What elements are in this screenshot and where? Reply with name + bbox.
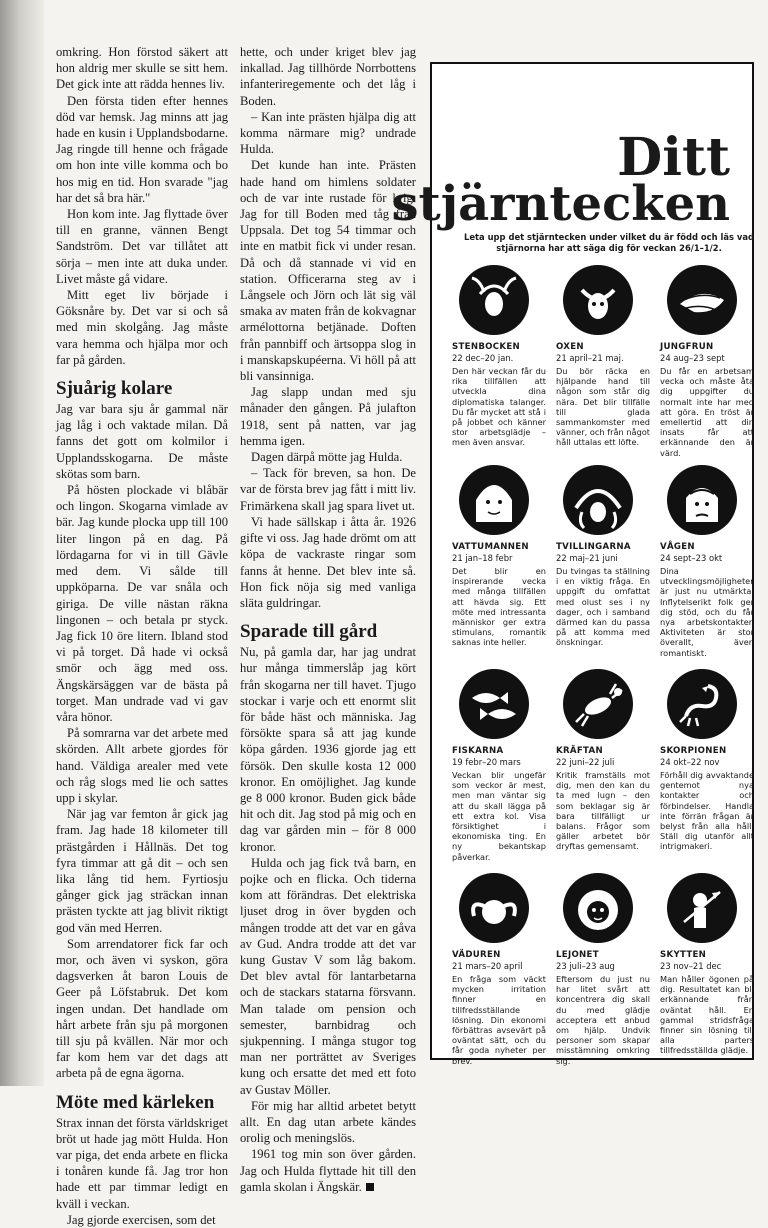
sign-date: 22 juni–22 juli: [556, 757, 615, 767]
sign-date: 23 nov–21 dec: [660, 961, 722, 971]
sign-name: STENBOCKEN: [452, 342, 520, 352]
taurus-icon: [562, 264, 634, 336]
subheading: Möte med kärleken: [56, 1091, 215, 1113]
sign-name: SKORPIONEN: [660, 746, 727, 756]
paragraph: För mig har alltid arbetet betytt allt. En dag utan arbete kändes orolig och meningslös.: [240, 1098, 416, 1146]
sign-text: Veckan blir ungefär som veckor är mest, men man väntar sig att du skall lägga på ett extra kol. Visa försiktighet i ekonomiska ting. En ny bekantskap påverkar.: [452, 770, 546, 862]
libra-icon: [666, 464, 738, 536]
sign-text: Du får en arbetsam vecka och måste åta dig uppgifter du normalt inte har med att göra. En tröst är emellertid att din insats får att erkännande den är värd.: [660, 366, 754, 458]
sign-stenbocken: [452, 264, 546, 448]
sign-fiskarna: [452, 668, 546, 862]
sagittarius-icon: [666, 872, 738, 944]
sign-tvillingarna: [556, 464, 650, 648]
sign-text: Förhåll dig avvaktande gentemot nya kontakter och förbindelser. Handla inte förrän frågan är belyst från alla håll. Ställ dig utanför allt intrigmakeri.: [660, 770, 754, 852]
paragraph: Hon kom inte. Jag flyttade över till en granne, vännen Bengt Sandström. Det var tillåtet att sörja – men inte att duka under. Livet måste gå vidare.: [56, 207, 228, 286]
sign-text: Du tvingas ta ställning i en viktig fråga. En uppgift du omfattat med olust ses i ny dager, och i samband därmed kan du passa på att komma med önskningar.: [556, 566, 650, 648]
sign-date: 19 febr–20 mars: [452, 757, 521, 767]
sign-text: Kritik framställs mot dig, men den kan du ta med lugn – den som beklagar sig är bara tillfälligt ur balans. Frågor som gäller arbetet bör dryftas gemensamt.: [556, 770, 650, 852]
sign-text: Du bör räcka en hjälpande hand till någon som står dig nära. Det blir tillfälle till glada sammankomster med vänner, och från något håll uttalas ett löfte.: [556, 366, 650, 448]
sign-name: LEJONET: [556, 950, 599, 960]
sign-skytten: [660, 872, 754, 1056]
paragraph: Strax innan det första världskriget bröt ut hade jag mött Hulda. Hon var piga, det enda arbete en flicka i tonåren kunde få. Jag tror hon hade ett par timmar ledigt en kväll i veckan.: [56, 1115, 228, 1211]
paragraph: Nu, på gamla dar, har jag undrat hur många timmerslåp jag kört från skogarna ner till havet. Tjugo stockar i varje och ett enormt slit för både häst och människa. Jag försökte spara så att jag kunde köpa gården. 1936 gjorde jag ett försök. Den skulle kosta 12 000 kronor. En omöjlighet. Jag kunde ge 8 000 kronor. Buden gick både hit och dit. Jag stod på mig och en dag var gården min – för 8 000 kronor.: [240, 645, 416, 854]
paragraph: Mitt eget liv började i Göksnåre by. Det var si och så med min skolgång. Jag måste vara hemma och hjälpa mor och far på gården.: [56, 288, 228, 367]
horoscope-intro: Leta upp det stjärntecken under vilket du är född och läs vad stjärnorna har att säga dig för veckan 26/1–1/2.: [464, 232, 754, 253]
sign-skorpionen: [660, 668, 754, 852]
horoscope-panel: [391, 62, 754, 1066]
paragraph: Jag slapp undan med sju månader den gången. På julafton 1918, sent på natten, var jag hemma igen.: [240, 385, 416, 448]
paragraph: – Tack för breven, sa hon. De var de första brev jag fått i mitt liv. Frimärkena skall jag spara livet ut.: [240, 466, 416, 513]
horoscope-title-line-1: Ditt: [617, 127, 730, 188]
sign-vågen: [660, 464, 754, 658]
sign-text: En fråga som väckt mycken irritation finner en tillfredsställande lösning. Din ekonomi förbättras avsevärt på oväntat sätt, och du får goda nyheter per brev.: [452, 974, 546, 1066]
sign-name: OXEN: [556, 342, 584, 352]
paragraph: [240, 1146, 416, 1195]
paragraph: Jag gjorde exercisen, som det: [67, 1212, 216, 1227]
subheading: Sparade till gård: [240, 621, 378, 643]
sign-oxen: [556, 264, 650, 448]
sign-text: Eftersom du just nu har litet svårt att koncentrera dig skall du med glädje acceptera ett anbud om hjälp. Undvik personer som skapar misstämning omkring sig.: [556, 974, 650, 1066]
sign-text: Det blir en inspirerande vecka med många tillfällen att hävda sig. Ett möte med intressanta människor ger extra stimulans, romantik saknas inte heller.: [452, 566, 546, 648]
cancer-icon: [562, 668, 634, 740]
page-gutter: [0, 0, 44, 1086]
paragraph: På hösten plockade vi blåbär och lingon. Skogarna vimlade av bär. Jag kunde plocka upp till 100 liter lingon på en dag. På lördagarna for vi in till Gävle med dem. Vi sålde till uppköparna. De var snåla och giriga. De ville nästan räkna lingonen – och betala pr styck. Jag fick 10 öre litern. Ibland stod vi på torget. Då hade vi också smör och ägg med oss. Ängskärsäggen var de bästa på torget. Man undrade vad vi gav våra hönor.: [56, 483, 228, 724]
subheading: Sjuårig kolare: [56, 378, 173, 400]
sign-date: 24 aug–23 sept: [660, 353, 725, 363]
sign-name: VATTUMANNEN: [452, 542, 529, 552]
leo-icon: [562, 872, 634, 944]
sign-text: Man håller ögonen på dig. Resultatet kan bli erkännande från oväntat håll. En gammal stridsfråga finner sin lösning till alla parters tillfredsställda glädje.: [660, 974, 754, 1056]
paragraph: Den första tiden efter hennes död var hemsk. Jag minns att jag hade en kusin i Upplandsbodarne. Jag ringde till henne och frågade om hon inte ville komma och bo hos mig en tid. Hon svarade "jag har det så bra här.": [56, 93, 228, 205]
paragraph: hette, och under kriget blev jag inkallad. Jag tillhörde Norrbottens infanteriregemente och det låg i Boden.: [240, 45, 416, 108]
article-column-1: [56, 44, 228, 1228]
sign-name: SKYTTEN: [660, 950, 707, 960]
end-mark-icon: [366, 1183, 374, 1191]
sign-name: FISKARNA: [452, 746, 504, 756]
virgo-icon: [666, 264, 738, 336]
sign-date: 23 juli–23 aug: [556, 961, 615, 971]
paragraph: Hulda och jag fick två barn, en pojke och en flicka. Och tiderna kom att förändras. Det elektriska ljuset drog in över bygden och mången trodde att det var en gåva av Gud. Andra trodde att det var kung Gustav V som låg bakom. Det blev avtal för lantarbetarna och de stackars statarna försvann. Man talade om pension och semester, barnbidrag och sjukpenning. I många stugor tog man ner porträttet av Sveriges kung och ersatte det med ett foto av Gustav Möller.: [240, 855, 416, 1097]
paragraph: På somrarna var det arbete med skörden. Allt arbete gjordes för hand. Väldiga arealer med vete och råg slogs med lie och sattes upp i skylar.: [56, 726, 228, 805]
horoscope-title-line-2: stjärntecken: [391, 175, 730, 232]
paragraph: – Kan inte prästen hjälpa dig att komma närmare mig? undrade Hulda.: [240, 109, 416, 157]
sign-name: TVILLINGARNA: [556, 542, 631, 552]
paragraph-text: 1961 tog min son över gården. Jag och Hulda flyttade hit till den gamla skolan i Ängskär.: [240, 1147, 416, 1194]
sign-date: 24 sept–23 okt: [660, 553, 723, 563]
horoscope-title: [391, 127, 730, 232]
sign-name: VÅGEN: [660, 542, 695, 552]
aquarius-icon: [458, 464, 530, 536]
sign-lejonet: [556, 872, 650, 1066]
paragraph: Jag var bara sju år gammal när jag låg i och vaktade milan. Då fanns det gott om kolmilor i Upplandsskogarna. De måste skötas som barn.: [56, 402, 228, 481]
sign-date: 22 maj–21 juni: [556, 553, 618, 563]
capricorn-icon: [458, 264, 530, 336]
paragraph: Det kunde han inte. Prästen hade hand om himlens soldater och de var inte rustade för krig. Jag for till Boden med tåg från Uppsala. Det tog 54 timmar och inte en matbit fick vi under resan. Då och då stannade vi vid en station. Officerarna steg av i Långsele och Jörn och lät sig väl smaka av maten från de kokvagnar armélottorna betjänade. Doften från pannbiff och ärtsoppa slog in i manskapskupéerna. Vi höll på att bli vansinniga.: [240, 158, 416, 384]
sign-name: KRÄFTAN: [556, 746, 603, 756]
sign-text: Den här veckan får du rika tillfällen att utveckla dina diplomatiska talanger. Du får mycket att stå i på jobbet och känner stor arbetsglädje – men även ansvar.: [452, 366, 546, 448]
sign-väduren: [452, 872, 546, 1066]
paragraph: Dagen därpå mötte jag Hulda.: [251, 450, 403, 465]
sign-jungfrun: [660, 264, 754, 458]
paragraph: omkring. Hon förstod säkert att hon aldrig mer skulle se sitt hem. Det gick inte att rädda hennes liv.: [56, 45, 228, 92]
sign-date: 22 dec–20 jan.: [452, 353, 514, 363]
sign-date: 21 mars–20 april: [452, 961, 523, 971]
paragraph: Vi hade sällskap i åtta år. 1926 gifte vi oss. Jag hade drömt om att köpa de vackraste ringar som fanns åt henne. Det blev inte så. Hon fick nöja sig med vanliga släta guldringar.: [240, 514, 416, 610]
gemini-icon: [562, 464, 634, 536]
aries-icon: [458, 872, 530, 944]
sign-name: JUNGFRUN: [660, 342, 714, 352]
sign-date: 24 okt–22 nov: [660, 757, 720, 767]
paragraph: När jag var femton år gick jag fram. Jag hade 18 kilometer till prästgården i Hållnäs. Det tog fyra timmar att gå dit – och sen lika lång tid hem. Fyrtiosju gånger gick jag sträckan innan prästen tyckte att jag blivit riktigt god vän med Herren.: [56, 807, 228, 935]
scorpio-icon: [666, 668, 738, 740]
sign-date: 21 jan–18 febr: [452, 553, 513, 563]
paragraph: Som arrendatorer fick far och mor, och även vi syskon, göra dagsverken åt baron Louis de Geer på Löfstabruk. Det kom ingen undan. Det handlade om hårt arbete från sju på morgonen till sju på kvällen. När mor och far kom hem var det dags att arbeta på de egna ägorna.: [56, 936, 228, 1081]
sign-vattumannen: [452, 464, 546, 648]
sign-kräftan: [556, 668, 650, 852]
sign-text: Dina utvecklingsmöjligheter är just nu utmärkta. Inflytelserikt folk ger dig stöd, och du får nya arbetskontakter. Aktiviteten är stor överallt, även romantiskt.: [660, 566, 754, 658]
sign-date: 21 april–21 maj.: [556, 353, 624, 363]
sign-name: VÄDUREN: [452, 950, 501, 960]
pisces-icon: [458, 668, 530, 740]
article-column-2: [240, 44, 416, 1195]
